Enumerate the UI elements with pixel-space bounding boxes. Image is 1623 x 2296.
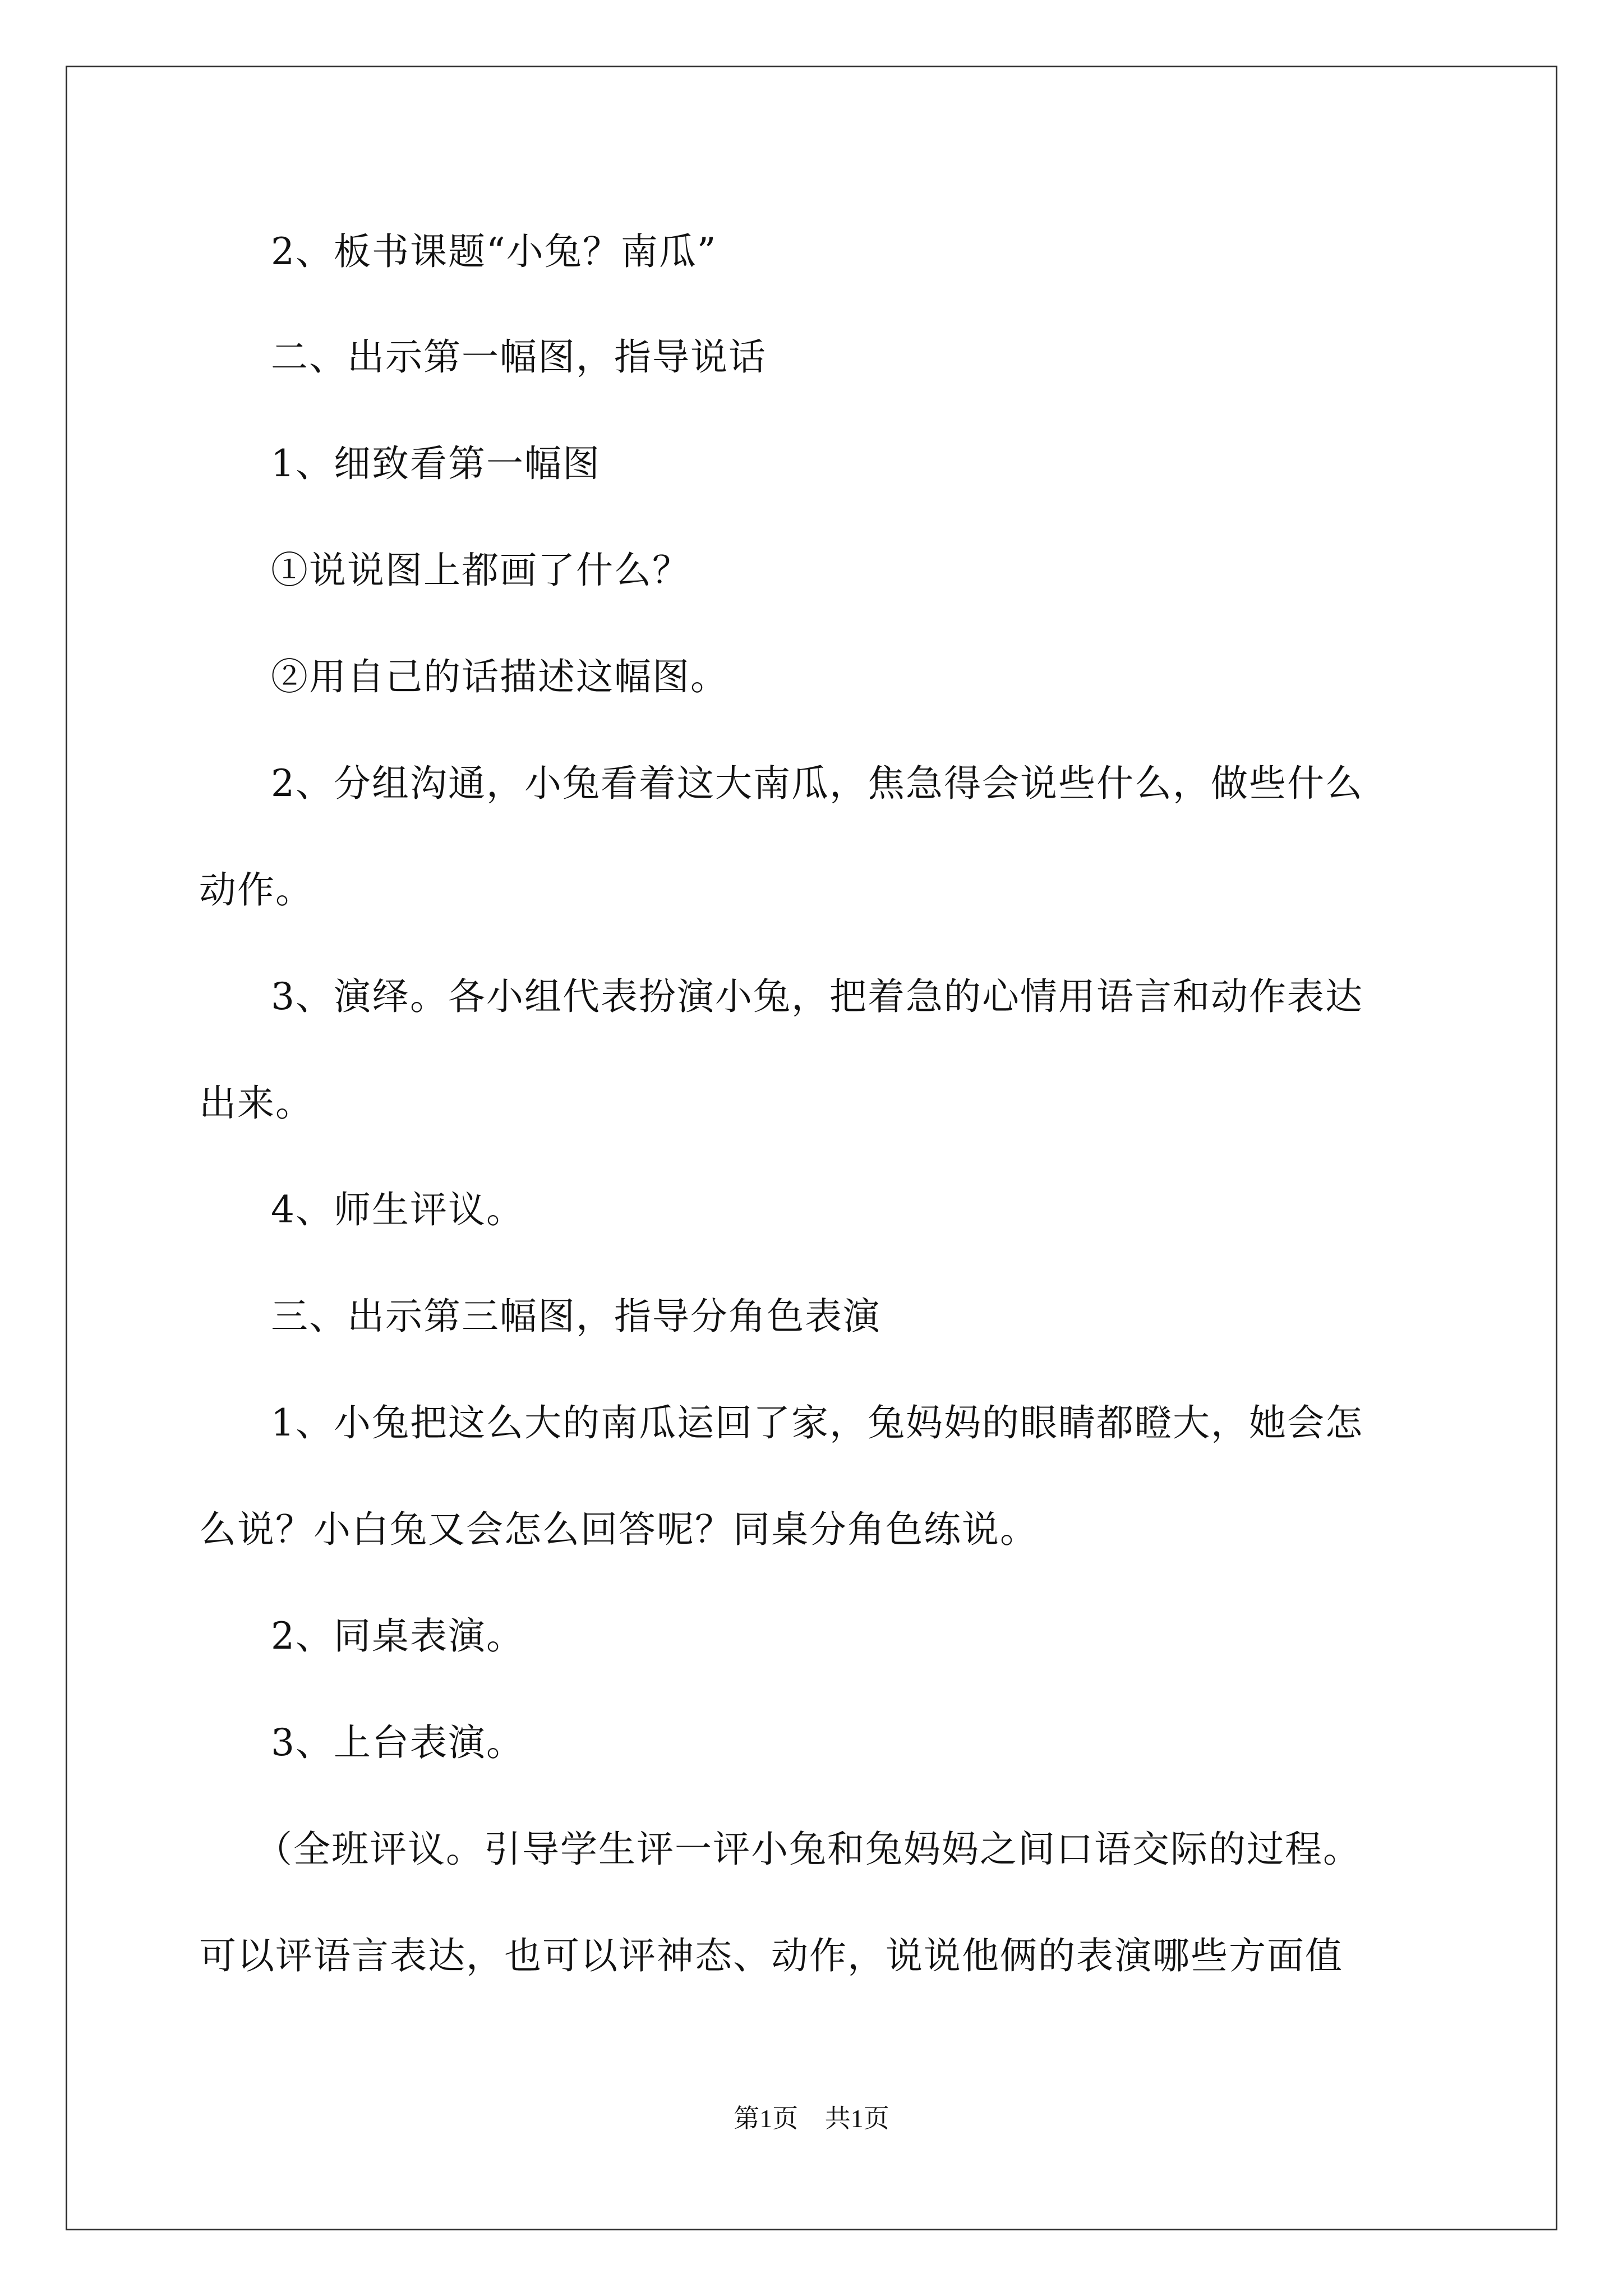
page-number: 第1页 xyxy=(734,2104,799,2133)
line-9: 出来。 xyxy=(199,1082,313,1125)
line-3: 1、细致看第一幅图 xyxy=(271,442,601,485)
line-5: ②用自己的话描述这幅图。 xyxy=(271,655,728,698)
line-11: 三、出示第三幅图，指导分角色表演 xyxy=(271,1295,881,1338)
line-1: 2、板书课题“小兔？南瓜” xyxy=(271,230,717,273)
line-12: 1、小兔把这么大的南瓜运回了家，兔妈妈的眼睛都瞪大，她会怎 xyxy=(271,1401,1363,1444)
line-17: 可以评语言表达，也可以评神态、动作，说说他俩的表演哪些方面值 xyxy=(199,1934,1343,1977)
line-13: 么说？小白兔又会怎么回答呢？同桌分角色练说。 xyxy=(199,1508,1038,1551)
line-6: 2、分组沟通，小兔看着这大南瓜，焦急得会说些什么，做些什么 xyxy=(271,762,1363,805)
line-7: 动作。 xyxy=(199,868,313,912)
line-16: （全班评议。引导学生评一评小兔和兔妈妈之间口语交际的过程。 xyxy=(255,1828,1361,1871)
line-14: 2、同桌表演。 xyxy=(271,1614,524,1658)
line-2: 二、出示第一幅图，指导说话 xyxy=(271,335,767,379)
page-border xyxy=(66,66,1557,2230)
line-8: 3、演绎。各小组代表扮演小兔，把着急的心情用语言和动作表达 xyxy=(271,975,1363,1018)
line-15: 3、上台表演。 xyxy=(271,1721,524,1764)
page-footer xyxy=(0,2098,1623,2135)
page-total: 共1页 xyxy=(824,2104,889,2133)
line-10: 4、师生评议。 xyxy=(271,1188,524,1231)
line-4: ①说说图上都画了什么？ xyxy=(271,549,690,592)
